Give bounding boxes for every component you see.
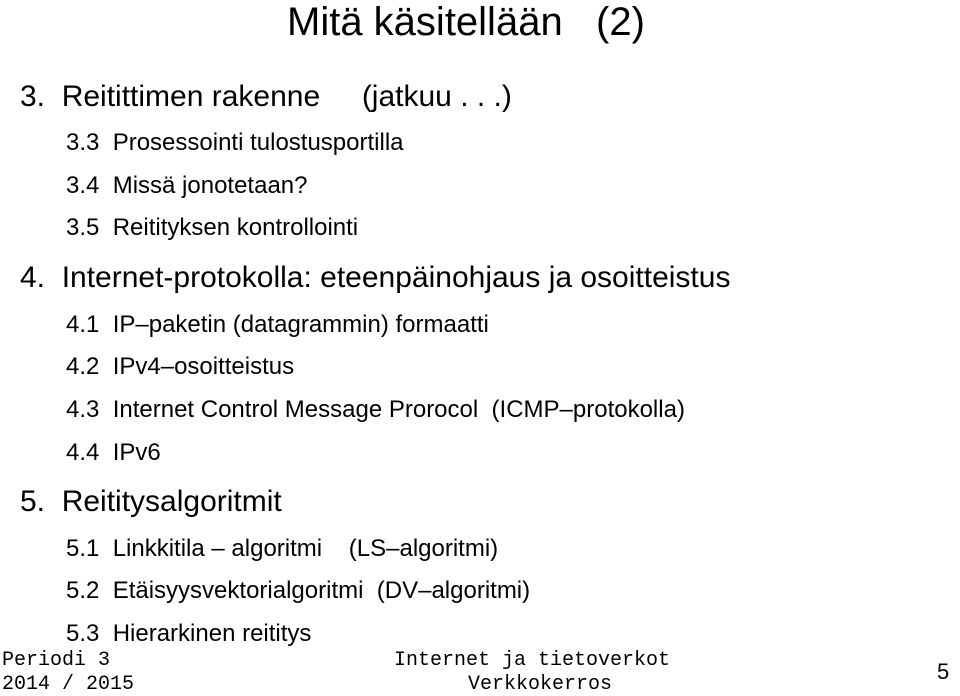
outline-item-4-2: 4.2 IPv4–osoitteistus (66, 353, 295, 380)
outline-item-5-1: 5.1 Linkkitila – algoritmi (LS–algoritmi) (66, 535, 499, 562)
outline-item-4: 4. Internet-protokolla: eteenpäinohjaus ja osoitteistus (20, 261, 731, 294)
page-number: 5 (937, 659, 950, 684)
outline-item-5-3: 5.3 Hierarkinen reititys (66, 620, 312, 647)
outline-item-5: 5. Reititysalgoritmit (20, 485, 282, 518)
footer-course: Internet ja tietoverkot (394, 649, 671, 672)
outline-item-4-4: 4.4 IPv6 (66, 439, 161, 466)
footer-group: Verkkokerros (468, 673, 613, 696)
outline-item-3: 3. Reitittimen rakenne (jatkuu . . .) (20, 80, 512, 113)
outline-item-4-1: 4.1 IP–paketin (datagrammin) formaatti (66, 311, 489, 338)
outline-item-4-3: 4.3 Internet Control Message Prorocol (ICMP–protokolla) (66, 396, 685, 423)
outline-item-3-5: 3.5 Reitityksen kontrollointi (66, 214, 359, 241)
outline-item-5-2: 5.2 Etäisyysvektorialgoritmi (DV–algoritmi) (66, 577, 531, 604)
outline-item-3-4: 3.4 Missä jonotetaan? (66, 172, 308, 199)
footer-year: 2014 / 2015 (2, 673, 135, 696)
footer-period: Periodi 3 (2, 649, 111, 672)
outline-item-3-3: 3.3 Prosessointi tulostusportilla (66, 129, 404, 156)
slide-title: Mitä käsitellään (2) (287, 0, 645, 44)
